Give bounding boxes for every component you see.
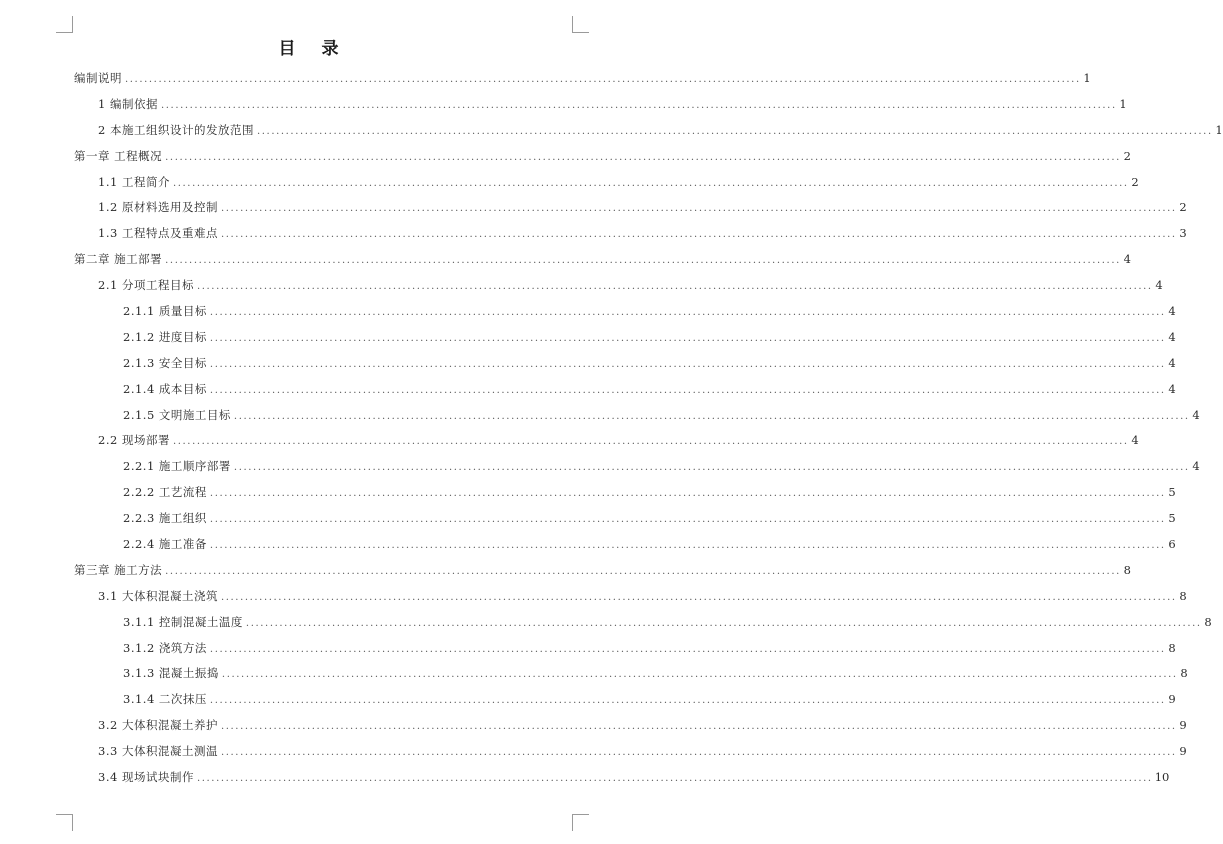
toc-dot-leader: ........................................................................................................................................................................................................ xyxy=(221,669,1178,681)
toc-entry[interactable] xyxy=(74,661,1188,687)
toc-entry-label: 2.2.4 施工准备 xyxy=(123,537,207,552)
toc-entry[interactable] xyxy=(74,739,1187,765)
toc-entry[interactable] xyxy=(74,170,1139,196)
toc-dot-leader: ........................................................................................................................................................................................................ xyxy=(209,695,1166,707)
crop-mark-bottom-right xyxy=(572,814,589,831)
toc-dot-leader: ........................................................................................................................................................................................................ xyxy=(209,540,1166,552)
toc-entry-page-number: 1 xyxy=(1119,96,1127,111)
toc-entry-page-number: 4 xyxy=(1192,459,1200,474)
toc-entry-page-number: 5 xyxy=(1168,511,1176,526)
toc-entry-label: 2.1.5 文明施工目标 xyxy=(123,407,231,422)
toc-dot-leader: ........................................................................................................................................................................................................ xyxy=(209,488,1166,500)
toc-dot-leader: ........................................................................................................................................................................................................ xyxy=(209,643,1166,655)
toc-entry[interactable] xyxy=(74,713,1187,739)
toc-dot-leader: ........................................................................................................................................................................................................ xyxy=(172,177,1129,189)
toc-entry-page-number: 4 xyxy=(1192,407,1200,422)
crop-mark-top-right xyxy=(572,16,589,33)
toc-dot-leader: ........................................................................................................................................................................................................ xyxy=(209,307,1166,319)
toc-entry-page-number: 2 xyxy=(1179,200,1187,215)
toc-entry[interactable] xyxy=(74,558,1131,584)
toc-entry-label: 3.1.1 控制混凝土温度 xyxy=(123,614,243,629)
toc-entry[interactable] xyxy=(74,92,1127,118)
toc-entry[interactable] xyxy=(74,351,1176,377)
toc-dot-leader: ........................................................................................................................................................................................................ xyxy=(256,125,1213,137)
toc-entry-page-number: 1 xyxy=(1083,71,1091,85)
crop-mark-bottom-left xyxy=(56,814,73,831)
toc-entry-label: 2.2.1 施工顺序部署 xyxy=(123,459,231,474)
toc-entry[interactable] xyxy=(74,299,1176,325)
toc-dot-leader: ........................................................................................................................................................................................................ xyxy=(172,436,1129,448)
toc-entry-page-number: 8 xyxy=(1123,562,1131,577)
table-of-contents xyxy=(74,66,1223,791)
toc-dot-leader: ........................................................................................................................................................................................................ xyxy=(209,384,1166,396)
toc-entry-label: 3.1.2 浇筑方法 xyxy=(123,640,207,655)
toc-entry-label: 2.2.3 施工组织 xyxy=(123,511,207,526)
toc-entry-page-number: 4 xyxy=(1168,381,1176,396)
toc-entry-page-number: 8 xyxy=(1179,588,1187,603)
toc-entry[interactable] xyxy=(74,454,1200,480)
toc-entry[interactable] xyxy=(74,687,1176,713)
page-title: 目 录 xyxy=(278,39,349,59)
toc-entry[interactable] xyxy=(74,273,1163,299)
toc-entry-page-number: 8 xyxy=(1204,614,1212,629)
toc-entry-label: 3.1.4 二次抹压 xyxy=(123,692,207,707)
toc-dot-leader: ........................................................................................................................................................................................................ xyxy=(245,617,1202,629)
toc-entry-page-number: 4 xyxy=(1123,252,1131,267)
toc-entry-label: 编制说明 xyxy=(74,71,122,85)
toc-dot-leader: ........................................................................................................................................................................................................ xyxy=(209,358,1166,370)
toc-entry-page-number: 10 xyxy=(1154,770,1170,785)
toc-entry-label: 第三章 施工方法 xyxy=(74,562,163,577)
toc-entry-label: 3.2 大体积混凝土养护 xyxy=(98,718,218,733)
toc-entry[interactable] xyxy=(74,584,1187,610)
toc-entry-label: 2 本施工组织设计的发放范围 xyxy=(98,122,254,137)
toc-dot-leader: ........................................................................................................................................................................................................ xyxy=(209,332,1166,344)
toc-entry-page-number: 9 xyxy=(1179,744,1187,759)
toc-entry-label: 3.1.3 混凝土振捣 xyxy=(123,666,219,681)
toc-entry[interactable] xyxy=(74,403,1200,429)
toc-dot-leader: ........................................................................................................................................................................................................ xyxy=(220,203,1177,215)
toc-entry[interactable] xyxy=(74,66,1091,92)
toc-entry[interactable] xyxy=(74,377,1176,403)
toc-entry-page-number: 2 xyxy=(1131,174,1139,189)
toc-entry-label: 2.1 分项工程目标 xyxy=(98,278,194,293)
toc-entry-label: 第二章 施工部署 xyxy=(74,252,163,267)
toc-entry[interactable] xyxy=(74,480,1176,506)
toc-entry-page-number: 8 xyxy=(1168,640,1176,655)
toc-dot-leader: ........................................................................................................................................................................................................ xyxy=(125,74,1081,85)
toc-dot-leader: ........................................................................................................................................................................................................ xyxy=(220,721,1177,733)
toc-entry-label: 2.1.2 进度目标 xyxy=(123,329,207,344)
toc-entry-label: 3.4 现场试块制作 xyxy=(98,770,194,785)
toc-entry-label: 2.2.2 工艺流程 xyxy=(123,485,207,500)
toc-entry[interactable] xyxy=(74,247,1131,273)
toc-entry-label: 3.1 大体积混凝土浇筑 xyxy=(98,588,218,603)
toc-entry-label: 3.3 大体积混凝土测温 xyxy=(98,744,218,759)
toc-entry-page-number: 5 xyxy=(1168,485,1176,500)
toc-entry[interactable] xyxy=(74,144,1131,170)
toc-dot-leader: ........................................................................................................................................................................................................ xyxy=(196,773,1153,785)
toc-entry-label: 1 编制依据 xyxy=(98,96,158,111)
toc-entry-label: 2.1.1 质量目标 xyxy=(123,304,207,319)
toc-dot-leader: ........................................................................................................................................................................................................ xyxy=(196,281,1153,293)
toc-entry-page-number: 4 xyxy=(1131,433,1139,448)
toc-entry-label: 1.3 工程特点及重难点 xyxy=(98,226,218,241)
toc-entry-page-number: 8 xyxy=(1180,666,1188,681)
toc-entry[interactable] xyxy=(74,118,1223,144)
toc-entry[interactable] xyxy=(74,325,1176,351)
toc-entry[interactable] xyxy=(74,195,1187,221)
toc-dot-leader: ........................................................................................................................................................................................................ xyxy=(233,462,1190,474)
toc-entry-label: 1.2 原材料选用及控制 xyxy=(98,200,218,215)
toc-entry-page-number: 3 xyxy=(1179,226,1187,241)
toc-entry-page-number: 9 xyxy=(1179,718,1187,733)
toc-dot-leader: ........................................................................................................................................................................................................ xyxy=(209,514,1166,526)
toc-entry[interactable] xyxy=(74,532,1176,558)
toc-entry-page-number: 2 xyxy=(1123,148,1131,163)
toc-entry-label: 第一章 工程概况 xyxy=(74,148,163,163)
toc-dot-leader: ........................................................................................................................................................................................................ xyxy=(233,410,1190,422)
crop-mark-top-left xyxy=(56,16,73,33)
toc-entry-label: 2.2 现场部署 xyxy=(98,433,170,448)
toc-entry-page-number: 1 xyxy=(1215,122,1223,137)
toc-entry[interactable] xyxy=(74,610,1212,636)
toc-entry-page-number: 4 xyxy=(1168,329,1176,344)
toc-entry[interactable] xyxy=(74,765,1170,791)
toc-dot-leader: ........................................................................................................................................................................................................ xyxy=(160,99,1117,111)
toc-entry-label: 1.1 工程简介 xyxy=(98,174,170,189)
toc-entry[interactable] xyxy=(74,221,1187,247)
toc-dot-leader: ........................................................................................................................................................................................................ xyxy=(165,255,1121,267)
toc-entry[interactable] xyxy=(74,428,1139,454)
toc-entry-page-number: 4 xyxy=(1155,278,1163,293)
toc-dot-leader: ........................................................................................................................................................................................................ xyxy=(220,229,1177,241)
toc-entry-label: 2.1.4 成本目标 xyxy=(123,381,207,396)
toc-entry-page-number: 9 xyxy=(1168,692,1176,707)
toc-entry-page-number: 6 xyxy=(1168,537,1176,552)
toc-dot-leader: ........................................................................................................................................................................................................ xyxy=(165,151,1121,163)
toc-entry[interactable] xyxy=(74,636,1176,662)
toc-dot-leader: ........................................................................................................................................................................................................ xyxy=(165,565,1121,577)
toc-entry[interactable] xyxy=(74,506,1176,532)
toc-dot-leader: ........................................................................................................................................................................................................ xyxy=(220,747,1177,759)
toc-entry-page-number: 4 xyxy=(1168,304,1176,319)
toc-entry-label: 2.1.3 安全目标 xyxy=(123,355,207,370)
toc-dot-leader: ........................................................................................................................................................................................................ xyxy=(220,591,1177,603)
toc-entry-page-number: 4 xyxy=(1168,355,1176,370)
